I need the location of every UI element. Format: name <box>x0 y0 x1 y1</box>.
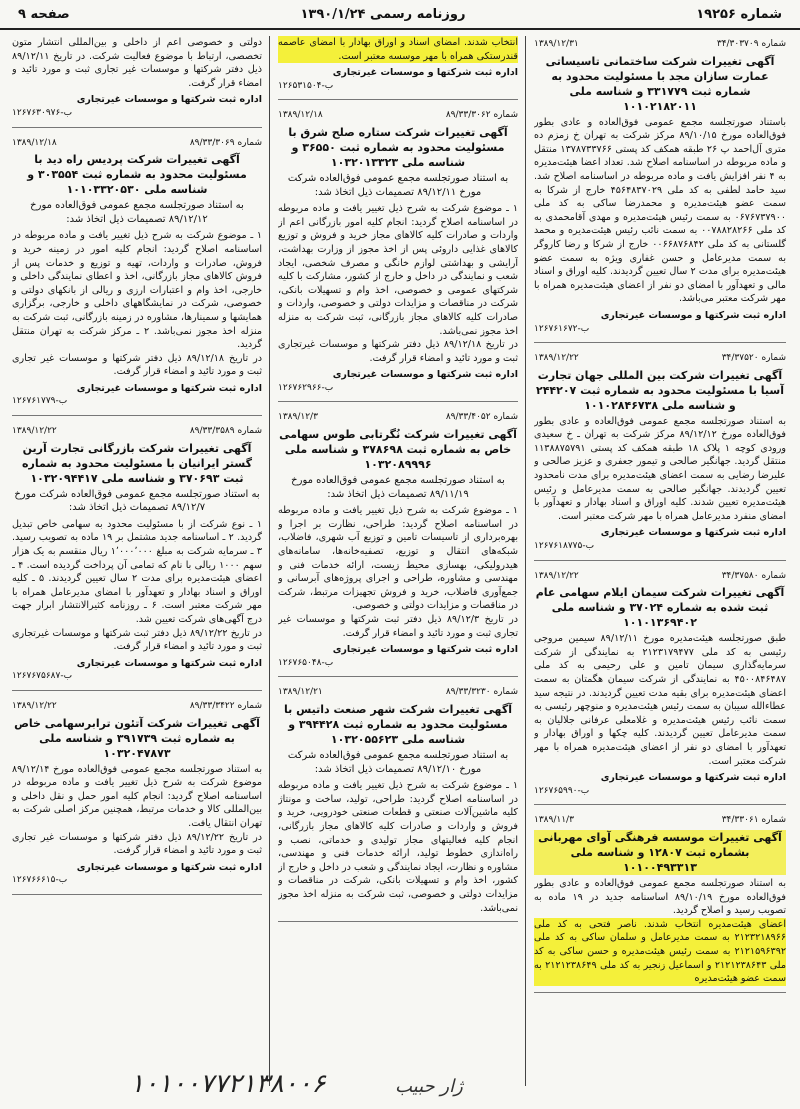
notice-subtitle: به استناد صورتجلسه مجمع عمومی فوق‌العاده شرکت مورخ ۸۹/۱۲/۷ تصمیمات ذیل اتخاذ شد: <box>14 488 260 514</box>
column-divider <box>525 36 526 1086</box>
notice-subtitle: به استناد صورتجلسه مجمع عمومی فوق‌العاده مورخ ۸۹/۱۱/۱۹ تصمیمات ذیل اتخاذ شد: <box>291 475 505 500</box>
notice <box>12 36 262 128</box>
notice-body: دولتی و خصوصی اعم از داخلی و بین‌المللی انتشار متون تخصصی، ارتباط با موضوع فعالیت شرکت. در تاریخ ۸۹/۱۲/۱۱ ذیل دفتر شرکتها و موسسات غیر تجاری ثبت و مورد تائید و امضاء قرار گرفت. <box>12 37 262 89</box>
notice-date: ۱۳۸۹/۱۲/۱۸ <box>12 137 57 148</box>
notice-number: شماره ۳۴/۳۷۵۲۰ <box>721 353 786 364</box>
notice-subtitle: به استناد صورتجلسه مجمع عمومی فوق‌العاده شرکت مورخ ۸۹/۱۲/۱۱ تصمیمات ذیل اتخاذ شد: <box>287 172 509 198</box>
notice-number: شماره ۸۹/۳۳/۳۴۲۲ <box>189 700 262 711</box>
notice-title: آگهی تغییرات شرکت ساختمانی تاسیساتی عمارت سازان مجد با مسئولیت محدود به شماره ثبت ۳۳۱۷۷۹ و شناسه ملی ۱۰۱۰۲۱۸۲۰۱۱ <box>545 54 775 113</box>
notice-date: ۱۳۸۹/۱۲/۲۲ <box>534 353 579 364</box>
notice-date: ۱۳۸۹/۱۲/۳ <box>278 412 318 423</box>
notice-body-highlighted: اعضای هیئت‌مدیره انتخاب شدند. ناصر فتحی به کد ملی ۲۱۲۳۲۱۸۹۶۶ به سمت مدیرعامل و سلمان ساکی به کد ملی ۲۱۲۱۵۹۶۳۹۲ به سمت رئیس هیئت‌مدیره و حسن ساکی به کد ملی ۲۱۲۱۲۳۸۶۴۳ و اسماعیل زنجیر به کد ملی ۲۱۲۱۲۳۸۶۴۹ به سمت عضو هیئت‌مدیره <box>534 918 786 985</box>
notice-close: در تاریخ ۸۹/۱۲/۳ ذیل دفتر ثبت شرکتها و موسسات غیر تجاری ثبت و مورد تائید و امضاء قرار گرفت. <box>278 614 518 639</box>
notice-ref: ب-۱۲۶۷۶۷۵۶۸۷ <box>12 671 73 682</box>
handwritten-number: ۱۰۱۰۰۷۷۲۱۳۸۰۰۶ <box>130 1069 326 1099</box>
notice-ref: ب-۱۲۶۷۶۱۸۷۷۵ <box>534 541 595 552</box>
masthead <box>0 0 800 30</box>
notice-title: آگهی تغییرات شرکت نُگرتابی طوس سهامی خاص به شماره ثبت ۳۷۸۶۹۸ و شناسه ملی ۱۰۳۲۰۸۹۹۹۶ <box>279 428 517 472</box>
notice-highlighted <box>534 814 786 992</box>
column-middle <box>278 36 518 1096</box>
notice-body: ۱ ـ موضوع شرکت به شرح ذیل تغییر یافت و ماده مربوطه در اساسنامه اصلاح گردید: انجام کلیه امور بازرگانی اعم از واردات و صادرات کلیه کالاهای مجاز خرید و فروش و توزیع کالاهای غذایی داروئی پس از اخذ مجوز از وزارت بهداشت، آرایشی و بهداشتی لوازم خانگی و مصرف شخصی، ایجاد شعب و نمایندگی در داخل و خارج از کشور، مشارکت با کلیه شرکتهای عمومی و خصوصی، اخذ وام و تسهیلات بانکی، شرکت در مناقصات و مزایدات دولتی و خصوصی، واردات و صادرات کلیه کالاهای مجاز بازرگانی، ثبت شرکت به منزله اخذ مجوز نمی‌باشد. <box>278 203 518 337</box>
notice-number: شماره ۸۹/۳۳/۳۲۳۰ <box>445 687 518 698</box>
notice <box>278 686 518 922</box>
notice-number: شماره ۸۹/۳۳/۳۰۶۹ <box>189 137 262 148</box>
notice-title-highlighted: آگهی تغییرات موسسه فرهنگی آوای مهربانی بشماره ثبت ۱۲۸۰۷ و شناسه ملی ۱۰۱۰۰۴۹۳۳۱۳ <box>534 830 786 875</box>
notice-ref: ب-۱۲۶۷۶۱۶۷۲ <box>534 323 590 334</box>
notice-ref: ب-۱۲۶۷۶۳۰۹۷۶ <box>12 107 73 118</box>
notice <box>278 109 518 402</box>
notice <box>12 137 262 417</box>
notice-ref: ب-۱۲۶۷۶۲۹۶۶ <box>278 382 334 393</box>
notice-signature: اداره ثبت شرکتها و موسسات غیرتجاری <box>332 644 518 656</box>
notice-number: شماره ۳۴/۳۰۳۷۰۹ <box>716 39 786 49</box>
notice-body: ۱ ـ موضوع شرکت به شرح ذیل تغییر یافت و ماده مربوطه در اساسنامه اصلاح گردید: طراحی، تولید، ساخت و مونتاژ کلیه ماشین‌آلات صنعتی و قطعات صنعتی خودرویی، خرید و فروش و واردات و صادرات کلیه کالاهای مجاز بازرگانی، انجام کلیه فعالیتهای مجاز تولیدی و خدماتی، نصب و راه‌اندازی خطوط تولید، ارائه خدمات فنی و مهندسی، مشاوره و نظارت، ایجاد نمایندگی و شعب در داخل و خارج از کشور، اخذ وام و تسهیلات بانکی، شرکت در مناقصات و مزایدات دولتی و خصوصی، ثبت شرکت به منزله اخذ مجوز نمی‌باشد. <box>278 780 518 914</box>
page-number: صفحه ۹ <box>18 6 70 22</box>
notice-number: شماره ۸۹/۳۳/۳۰۶۲ <box>445 110 518 121</box>
paper-name-date: روزنامه رسمی ۱۳۹۰/۱/۲۴ <box>300 6 466 22</box>
notice <box>12 700 262 895</box>
notice-close: در تاریخ ۸۹/۱۲/۲۲ ذیل دفتر شرکتها و موسسات غیر تجاری ثبت و مورد تائید و امضاء قرار گرفت. <box>12 831 262 857</box>
notice-ref: ب-۱۲۶۷۶۱۷۷۹ <box>12 396 68 407</box>
notice-date: ۱۳۸۹/۱۱/۳ <box>534 815 574 826</box>
notice-body: ۱ ـ موضوع شرکت به شرح ذیل تغییر یافت و ماده مربوطه در اساسنامه اصلاح گردید: طراحی، نظارت بر اجرا و بهره‌برداری از تاسیسات تامین و توزیع آب شهری، فاضلاب، شبکه‌های انتقال و توزیع، تصفیه‌خانه‌ها، سامانه‌های هیدرولیکی، بهسازی محیط زیست، ارائه خدمات فنی و مهندسی و مشاوره، طراحی و اجرای پروژه‌های آبرسانی و جمع‌آوری فاضلاب، خرید و فروش تجهیزات مرتبط، شرکت در مناقصات و مزایدات دولتی و خصوصی. <box>278 505 518 612</box>
notice-title: آگهی تغییرات شرکت بازرگانی تجارت آرین گستر ایرانیان با مسئولیت محدود به شماره ثبت ۳۷۰۶۹۳ و شناسه ملی ۱۰۳۲۰۹۴۴۱۷ <box>22 441 252 485</box>
notice-number: شماره ۸۹/۳۳/۴۰۵۲ <box>445 412 518 423</box>
notice-number: شماره ۳۴/۳۷۵۸۰ <box>721 570 786 581</box>
notice-signature: اداره ثبت شرکتها و موسسات غیرتجاری <box>332 369 518 381</box>
notice <box>534 38 786 343</box>
notice-title: آگهی تغییرات شرکت پردیس راه دید با مسئولیت محدود به شماره ثبت ۳۰۳۵۵۴ و شناسه ملی ۱۰۱۰۳۳۲۰۵۳۰ <box>27 153 247 197</box>
notice <box>278 411 518 677</box>
notice-number: شماره ۳۴/۳۳۰۶۱ <box>721 815 786 826</box>
notice-signature: اداره ثبت شرکتها و موسسات غیرتجاری <box>76 861 262 873</box>
notice-signature: اداره ثبت شرکتها و موسسات غیرتجاری <box>76 657 262 669</box>
notice-title: آگهی تغییرات شرکت آتئون ترابرسهامی خاص به شماره ثبت ۳۹۱۷۳۹ و شناسه ملی ۱۰۳۲۰۴۷۸۷۳ <box>14 716 260 760</box>
notice-ref: ب-۱۲۶۵۳۱۵۰۴ <box>278 80 334 91</box>
notice-ref: ب-۱۲۶۷۶۶۶۱۵ <box>12 875 68 886</box>
notice-close: در تاریخ ۸۹/۱۲/۱۸ ذیل دفتر شرکتها و موسسات غیر تجاری ثبت و مورد تائید و امضاء قرار گرفت. <box>12 352 262 378</box>
notice-body: به استناد صورتجلسه مجمع عمومی فوق‌العاده و عادی بطور فوق‌العاده مورخ ۸۹/۱۲/۱۲ مرکز شرکت به تهران ـ خ سعیدی ورودی کوچه ۱ پلاک ۱۸ طبقه همکف کد پستی ۱۱۳۸۸۷۵۷۹۱ منتقل گردید. جهانگیر صالحی و تیمور جعفری و عزیز صالحی و علیرضا رضایی به سمت اعضای هیئت‌مدیره برای مدت نامحدود تعیین گردیدند. جهانگیر صالحی به سمت مدیرعامل و رئیس هیئت‌مدیره تعیین شدند. کلیه اوراق و اسناد بهادار و تعهدآور با امضای منفرد مدیرعامل همراه با مهر شرکت معتبر است. <box>534 415 786 522</box>
notice-body: به استناد صورتجلسه مجمع عمومی فوق‌العاده مورخ ۸۹/۱۲/۱۴ موضوع شرکت به شرح ذیل تغییر یافت و ماده مربوطه در اساسنامه اصلاح گردید: انجام کلیه امور حمل و نقل داخلی و بین‌المللی کالا و خدمات مرتبط، همچنین مرکز اصلی شرکت به تهران انتقال یافت. <box>12 763 262 829</box>
notice-date: ۱۳۸۹/۱۲/۲۲ <box>534 570 579 581</box>
notice-close: در تاریخ ۸۹/۱۲/۲۲ ذیل دفتر ثبت شرکتها و موسسات غیرتجاری ثبت و مورد تائید و امضاء قرار گرفت. <box>12 627 262 653</box>
notice-body-highlighted: انتخاب شدند. امضای اسناد و اوراق بهادار با امضای عاصمه قندرستکی همراه با مهر موسسه معتبر است. <box>278 37 518 62</box>
notice <box>534 352 786 561</box>
notice-signature: اداره ثبت شرکتها و موسسات غیرتجاری <box>76 382 262 394</box>
column-divider <box>269 36 270 1086</box>
notice-ref: ب-۱۲۶۷۶۵۰۴۸ <box>278 657 334 668</box>
notice-body: ۱ ـ نوع شرکت از با مسئولیت محدود به سهامی خاص تبدیل گردید. ۲ ـ اساسنامه جدید مشتمل بر ۱۹ ماده به تصویب رسید. ۳ ـ سرمایه شرکت به مبلغ ۱٬۰۰۰٬۰۰۰ ریال منقسم به یک هزار سهم ۱۰۰۰ ریالی با نام که تمامی آن پرداخت گردیده است. ۴ ـ اعضای هیئت‌مدیره برای مدت ۲ سال تعیین گردیدند. ۵ ـ کلیه اوراق و اسناد بهادار و تعهدآور با امضای مدیرعامل همراه با مهر شرکت معتبر است. ۶ ـ روزنامه کثیرالانتشار ابرار جهت درج آگهی‌های شرکت تعیین شد. <box>12 518 262 625</box>
notice <box>12 425 262 691</box>
notice-signature: اداره ثبت شرکتها و موسسات غیرتجاری <box>332 67 518 79</box>
notice-signature: اداره ثبت شرکتها و موسسات غیرتجاری <box>600 772 786 784</box>
notice-subtitle: به استناد صورتجلسه مجمع عمومی فوق‌العاده شرکت مورخ ۸۹/۱۲/۱۰ تصمیمات ذیل اتخاذ شد: <box>287 749 509 775</box>
notice-body: باستناد صورتجلسه مجمع عمومی فوق‌العاده و عادی بطور فوق‌العاده مورخ ۸۹/۱۰/۱۵ مرکز شرکت به تهران خ زمزم ده متری آل‌احمد پ ۲۶ طبقه همکف کد پستی ۱۳۷۸۷۳۳۷۶۶ منتقل و ماده مربوطه در اساسنامه اصلاح شد. تعداد اعضا هیئت‌مدیره به ۴ نفر افزایش یافت و ماده مربوطه در اساسنامه اصلاح شد. سید حامد لطفی به کد ملی ۴۵۶۴۸۳۷۰۲۹ خارج از شرکا به سمت عضو هیئت‌مدیره و محمدرضا ساکی به کد ملی ۰۶۷۶۷۳۷۹۰۰ به سمت رئیس هیئت‌مدیره و مهدی آقا‌محمدی به کد ملی ۰۰۷۸۸۲۸۲۶۶ به سمت نائب رئیس هیئت‌مدیره و محمد گلستانی به کد ملی ۰۰۶۶۸۷۶۸۴۲ خارج از شرکا و رضا کاروگر به سمت مدیرعامل و حسن غفاری ویژه به سمت عضو هیئت‌مدیره برای مدت ۲ سال تعیین گردیدند. کلیه اوراق و اسناد مالی و تعهدآور با امضای دو نفر از اعضای هیئت‌مدیره همراه با مهر شرکت معتبر می‌باشد. <box>534 116 786 305</box>
notice-body: به استناد صورتجلسه مجمع عمومی فوق‌العاده و عادی بطور فوق‌العاده مورخ ۸۹/۱۰/۱۹ اساسنامه جدید در ۱۹ ماده به تصویب رسید و اصلاح گردید. <box>534 877 786 917</box>
notice-title: آگهی تغییرات شرکت بین المللی جهان تجارت آسیا با مسئولیت محدود به شماره ثبت ۲۴۴۲۰۷ و شناسه ملی ۱۰۱۰۲۸۴۶۷۳۸ <box>535 368 785 412</box>
notice-date: ۱۳۸۹/۱۲/۲۲ <box>12 426 57 437</box>
notice-date: ۱۳۸۹/۱۲/۲۱ <box>278 687 323 698</box>
notice-body: طبق صورتجلسه هیئت‌مدیره مورخ ۸۹/۱۲/۱۱ سیمین مروجی رئیسی به کد ملی ۲۱۲۳۱۷۹۴۷۷ به نمایندگی از شرکت سرمایه‌گذاری سیمان تامین و علی رحیمی به کد ملی ۴۵۰۰۸۴۶۴۸۷ به نمایندگی از شرکت سیمان هگمتان به سمت اعضای هیئت‌مدیره برای بقیه مدت تعیین گردیدند. در نتیجه سید عطاءالله سیبان به سمت رئیس هیئت‌مدیره و منوچهر رئیسی به سمت نائب رئیس هیئت‌مدیره و غلامعلی عرفانی جلالیان به سمت مدیرعامل تعیین گردیدند. کلیه چکها و اوراق بهادار و تعهدآور با امضای دو نفر از اعضای هیئت‌مدیره همراه با مهر شرکت معتبر است. <box>534 633 786 767</box>
notice-ref: ب-۱۲۶۷۶۵۹۹۰ <box>534 785 590 796</box>
notice-subtitle: به استناد صورتجلسه مجمع عمومی فوق‌العاده مورخ ۸۹/۱۲/۱۲ تصمیمات ذیل اتخاذ شد: <box>30 200 244 225</box>
notice-title: آگهی تغییرات شرکت شهر صنعت داتیس با مسئولیت محدود به شماره ثبت ۳۹۴۴۲۸ و شناسه ملی ۱۰۳۲۰۵۵۶۲۳ <box>284 702 512 746</box>
issue-number: شماره ۱۹۲۵۶ <box>696 6 782 22</box>
notice-signature: اداره ثبت شرکتها و موسسات غیرتجاری <box>76 94 262 106</box>
notice-date: ۱۳۸۹/۱۲/۲۲ <box>12 700 57 711</box>
notice-signature: اداره ثبت شرکتها و موسسات غیرتجاری <box>600 527 786 539</box>
notice-close: در تاریخ ۸۹/۱۲/۱۸ ذیل دفتر شرکتها و موسسات غیرتجاری ثبت و مورد تائید و امضاء قرار گرفت. <box>278 339 518 364</box>
notice-number: شماره ۸۹/۳۳/۳۵۸۹ <box>189 426 262 437</box>
notice-title: آگهی تغییرات شرکت سیمان ایلام سهامی عام ثبت شده به شماره ۳۷۰۲۴ و شناسه ملی ۱۰۱۰۱۳۶۹۴۰۲ <box>535 586 785 630</box>
notice-title: آگهی تغییرات شرکت ستاره صلح شرق با مسئولیت محدود به شماره ثبت ۳۶۵۵۰ و شناسه ملی ۱۰۳۲۰۱۳۳۲۳ <box>288 125 508 169</box>
notice <box>278 36 518 100</box>
notice <box>534 570 786 806</box>
column-left <box>12 36 262 1096</box>
notice-signature: اداره ثبت شرکتها و موسسات غیرتجاری <box>600 309 786 321</box>
notice-body: ۱ ـ موضوع شرکت به شرح ذیل تغییر یافت و ماده مربوطه در اساسنامه اصلاح گردید: انجام کلیه امور در زمینه خرید و فروش، صادرات و واردات، تهیه و توزیع و خدمات پس از فروش کالاهای مجاز بازرگانی، اخذ و اعطای نمایندگی داخلی و خارجی، اخذ وام و اعتبارات ارزی و ریالی از بانکهای دولتی و خصوصی، شرکت در نمایشگاههای داخلی و خارجی، برگزاری همایشها و سمینارها، مشاوره در زمینه بازرگانی، ثبت شرکت به منزله اخذ مجوز نمی‌باشد. ۲ ـ مرکز شرکت به تهران منتقل گردید. <box>12 230 262 351</box>
notice-date: ۱۳۸۹/۱۲/۱۸ <box>278 110 323 121</box>
column-right <box>534 36 786 1096</box>
handwritten-signature: ژار حبیب <box>395 1076 463 1097</box>
notice-date: ۱۳۸۹/۱۲/۳۱ <box>534 39 579 49</box>
